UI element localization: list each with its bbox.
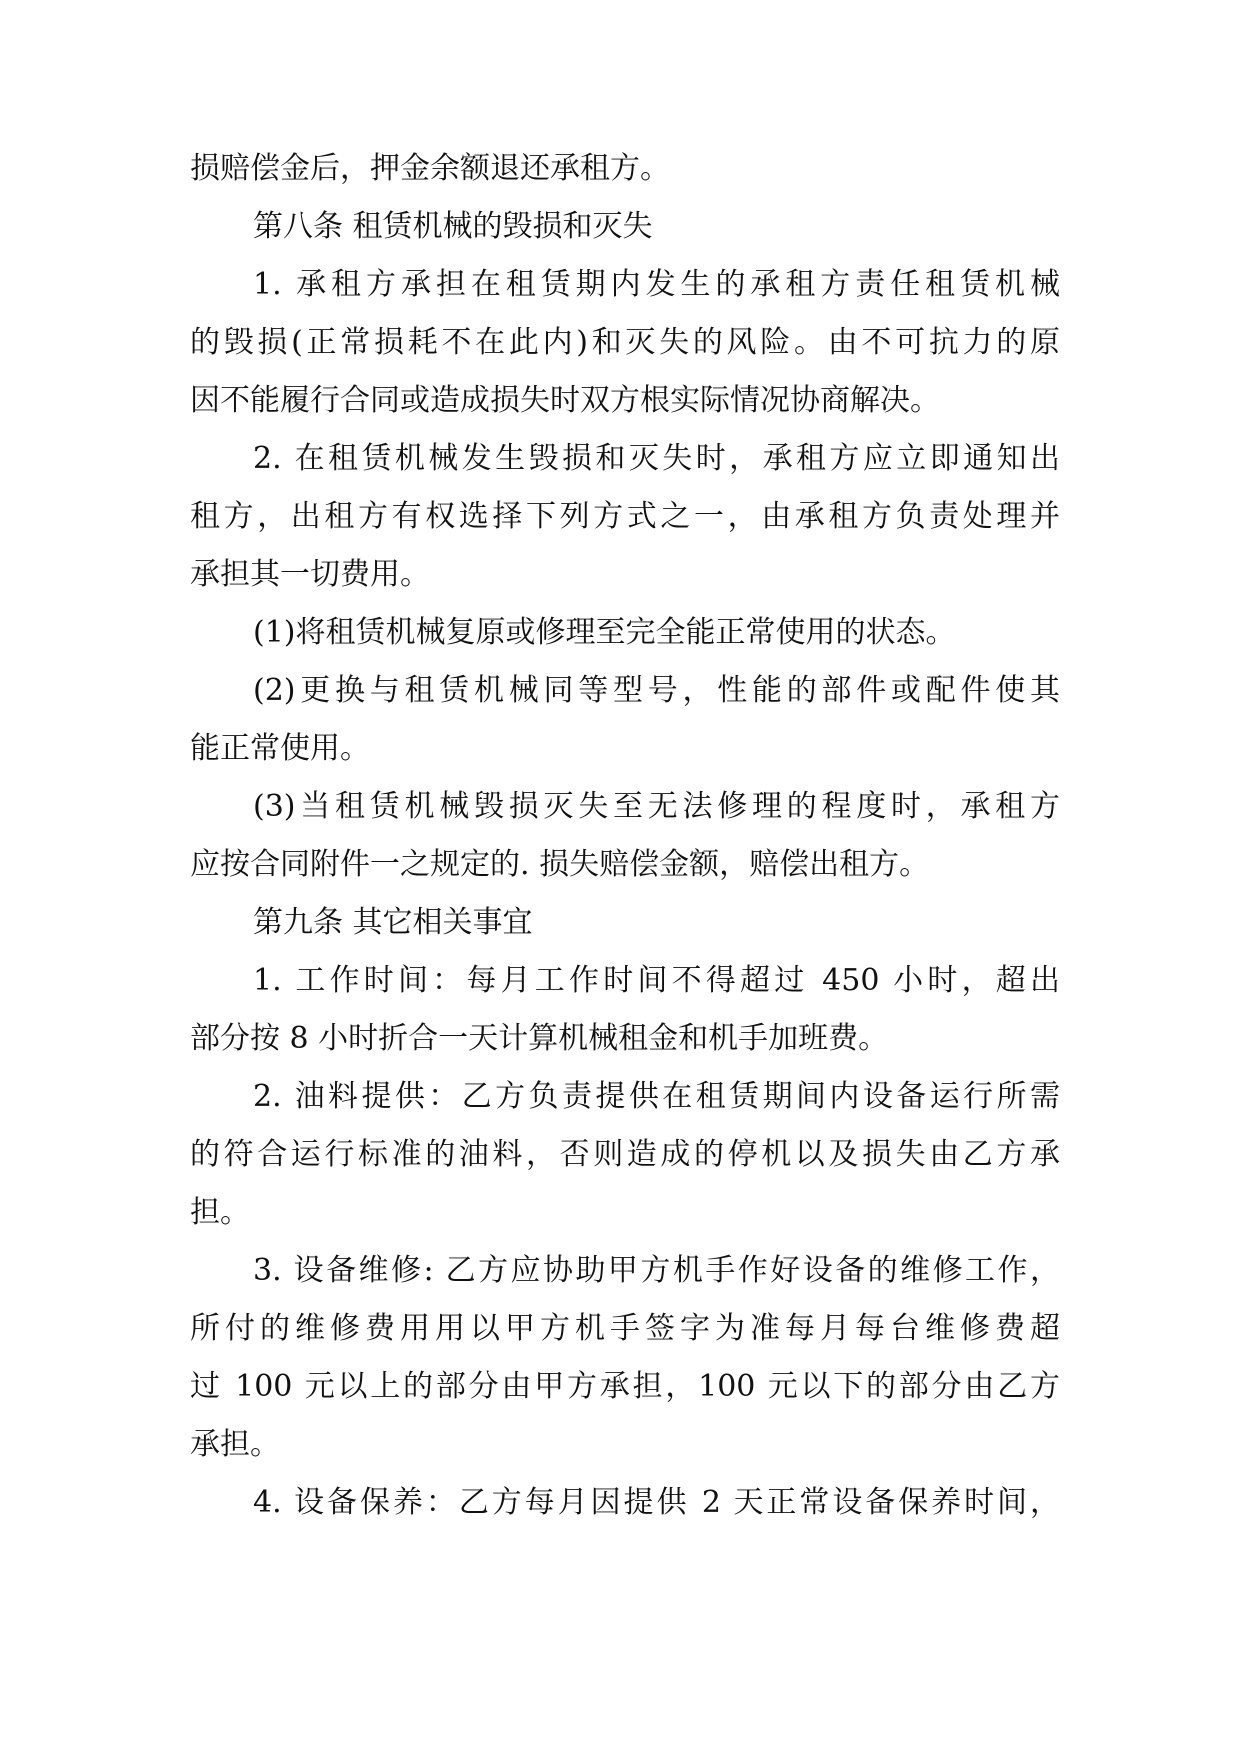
text-line: 2. 在租赁机械发生毁损和灭失时，承租方应立即通知出 [253, 441, 1060, 476]
text-line: 所付的维修费用用以甲方机手签字为准每月每台维修费超 [190, 1311, 1060, 1346]
text-line: 因不能履行合同或造成损失时双方根实际情况协商解决。 [190, 383, 940, 418]
text-line: (3)当租赁机械毁损灭失至无法修理的程度时，承租方 [253, 789, 1060, 824]
text-line: 应按合同附件一之规定的. 损失赔偿金额，赔偿出租方。 [190, 847, 930, 882]
text-line: 过 100 元以上的部分由甲方承担，100 元以下的部分由乙方 [190, 1369, 1060, 1404]
text-line: 承担其一切费用。 [190, 557, 430, 592]
text-line: 1. 工作时间：每月工作时间不得超过 450 小时，超出 [253, 963, 1060, 998]
text-line: 部分按 8 小时折合一天计算机械租金和机手加班费。 [190, 1021, 889, 1056]
text-line: 的毁损(正常损耗不在此内)和灭失的风险。由不可抗力的原 [190, 325, 1060, 360]
text-line: (2)更换与租赁机械同等型号，性能的部件或配件使其 [253, 673, 1060, 708]
text-line: 损赔偿金后，押金余额退还承租方。 [190, 151, 670, 186]
text-line: 3. 设备维修: 乙方应协助甲方机手作好设备的维修工作， [253, 1253, 1060, 1288]
text-line: 承担。 [190, 1427, 280, 1462]
text-line: 2. 油料提供：乙方负责提供在租赁期间内设备运行所需 [253, 1079, 1060, 1114]
text-line: (1)将租赁机械复原或修理至完全能正常使用的状态。 [253, 615, 956, 650]
text-line: 担。 [190, 1195, 250, 1230]
text-line: 4. 设备保养：乙方每月因提供 2 天正常设备保养时间， [253, 1485, 1060, 1520]
text-line: 的符合运行标准的油料，否则造成的停机以及损失由乙方承 [190, 1137, 1060, 1172]
text-line: 能正常使用。 [190, 731, 370, 766]
section-heading: 第九条 其它相关事宜 [253, 905, 533, 940]
text-line: 租方，出租方有权选择下列方式之一，由承租方负责处理并 [190, 499, 1060, 534]
text-line: 1. 承租方承担在租赁期内发生的承租方责任租赁机械 [253, 267, 1060, 302]
section-heading: 第八条 租赁机械的毁损和灭失 [253, 209, 653, 244]
